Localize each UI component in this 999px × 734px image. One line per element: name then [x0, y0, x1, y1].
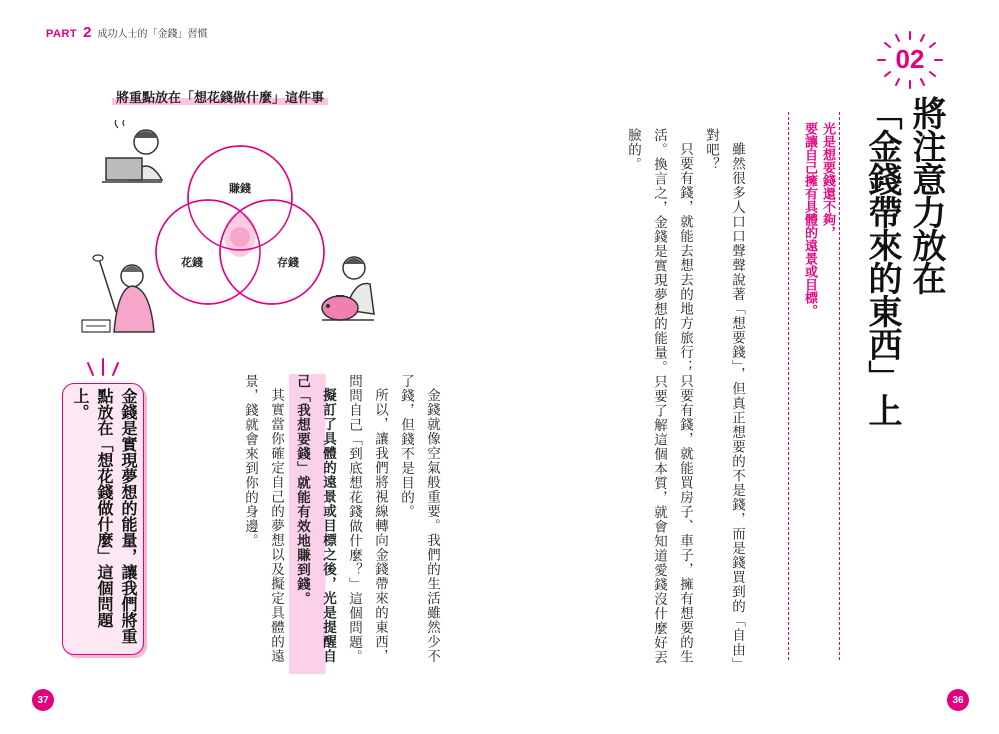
body-paragraph: 其實當你確定自己的夢想以及擬定具體的遠景，錢就會來到你的身邊。 [242, 374, 284, 663]
exclamation-burst-icon [80, 357, 126, 381]
running-header [46, 24, 207, 40]
chapter-title-line-1: 將注意力放在 [906, 96, 946, 294]
body-paragraph: 只要有錢，就能去想去的地方旅行；只要有錢，就能買房子、車子，擁有想要的生活。換言之，金錢是實現夢想的能量。只要了解這個本質，就會知道愛錢沒什麼好丟臉的。 [625, 128, 693, 665]
page-number-right: 36 [947, 689, 969, 711]
chapter-subtitle [796, 122, 836, 422]
diagram-title: 將重點放在「想花錢做什麼」這件事 [112, 87, 328, 107]
chapter-title [862, 96, 948, 456]
subtitle-line-1: 光是想要錢還不夠， [820, 122, 835, 239]
part-label: PART [46, 28, 78, 40]
body-text-left [175, 374, 445, 674]
body-text-right [600, 128, 750, 668]
venn-label-save: 存錢 [277, 256, 299, 269]
body-paragraph: 雖然很多人口口聲聲說著「想要錢」，但真正想要的不是錢，而是錢買到的「自由」對吧？ [703, 128, 745, 665]
part-number: 2 [83, 24, 92, 41]
body-paragraph: 所以，讓我們將視線轉向金錢帶來的東西，問問自己「到底想花錢做什麼？」這個問題。 [346, 374, 388, 664]
highlighted-paragraph: 擬訂了具體的遠景或目標之後，光是提醒自己「我想要錢」就能有效地賺到錢。 [289, 374, 341, 674]
summary-text: 金錢是實現夢想的能量，讓我們將重點放在「想花錢做什麼」這個問題上。 [71, 388, 138, 644]
subtitle-line-2: 要讓自己擁有具體的遠景或目標。 [802, 122, 817, 317]
running-title: 成功人士的「金錢」習慣 [97, 29, 208, 40]
venn-label-earn: 賺錢 [229, 182, 251, 195]
venn-label-spend: 花錢 [181, 256, 203, 269]
chapter-number: 02 [895, 44, 925, 74]
venn-diagram [140, 140, 340, 310]
body-paragraph: 金錢就像空氣般重要。我們的生活雖然少不了錢，但錢不是目的。 [398, 374, 440, 663]
chapter-title-line-2: 「金錢帶來的東西」上 [862, 96, 902, 426]
chapter-badge [870, 30, 950, 90]
page-number-left: 37 [32, 689, 54, 711]
